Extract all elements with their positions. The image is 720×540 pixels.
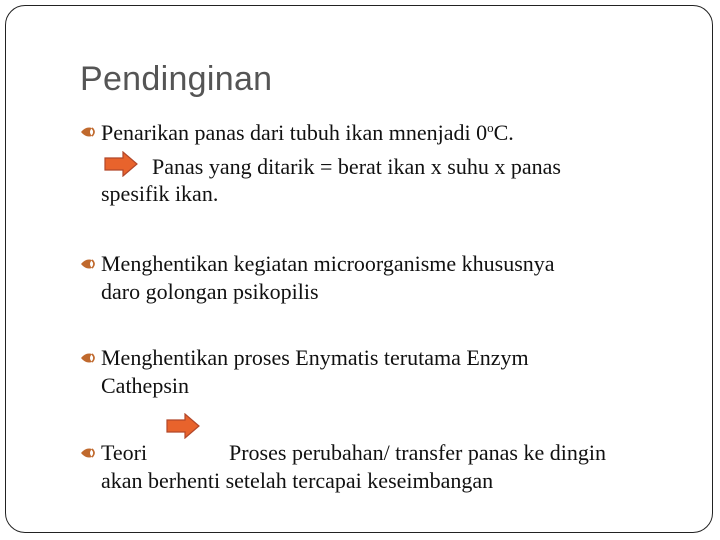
ornamental-bullet-icon bbox=[78, 256, 100, 272]
bullet-4-line-1: Proses perubahan/ transfer panas ke dingin bbox=[229, 440, 606, 465]
bullet-1-line-3: spesifik ikan. bbox=[101, 181, 219, 206]
right-arrow-icon bbox=[104, 151, 138, 177]
bullet-3-line-1: Menghentikan proses Enymatis terutama Enzym bbox=[101, 345, 529, 370]
bullet-4-line-2: akan berhenti setelah tercapai keseimbangan bbox=[101, 468, 494, 493]
ornamental-bullet-icon bbox=[78, 350, 100, 366]
ornamental-bullet-icon bbox=[78, 124, 100, 140]
ornamental-bullet-icon bbox=[78, 445, 100, 461]
bullet-4-lead: Teori bbox=[101, 440, 148, 465]
slide-title: Pendinginan bbox=[80, 60, 273, 98]
bullet-3-line-2: Cathepsin bbox=[101, 373, 189, 398]
bullet-1-line-2: Panas yang ditarik = berat ikan x suhu x panas bbox=[152, 154, 561, 179]
bullet-2-line-1: Menghentikan kegiatan microorganisme khususnya bbox=[101, 251, 555, 276]
right-arrow-icon bbox=[166, 413, 200, 439]
bullet-2-line-2: daro golongan psikopilis bbox=[101, 279, 319, 304]
bullet-1-line-1: Penarikan panas dari tubuh ikan mnenjadi 0$^o$C. bbox=[101, 120, 514, 145]
